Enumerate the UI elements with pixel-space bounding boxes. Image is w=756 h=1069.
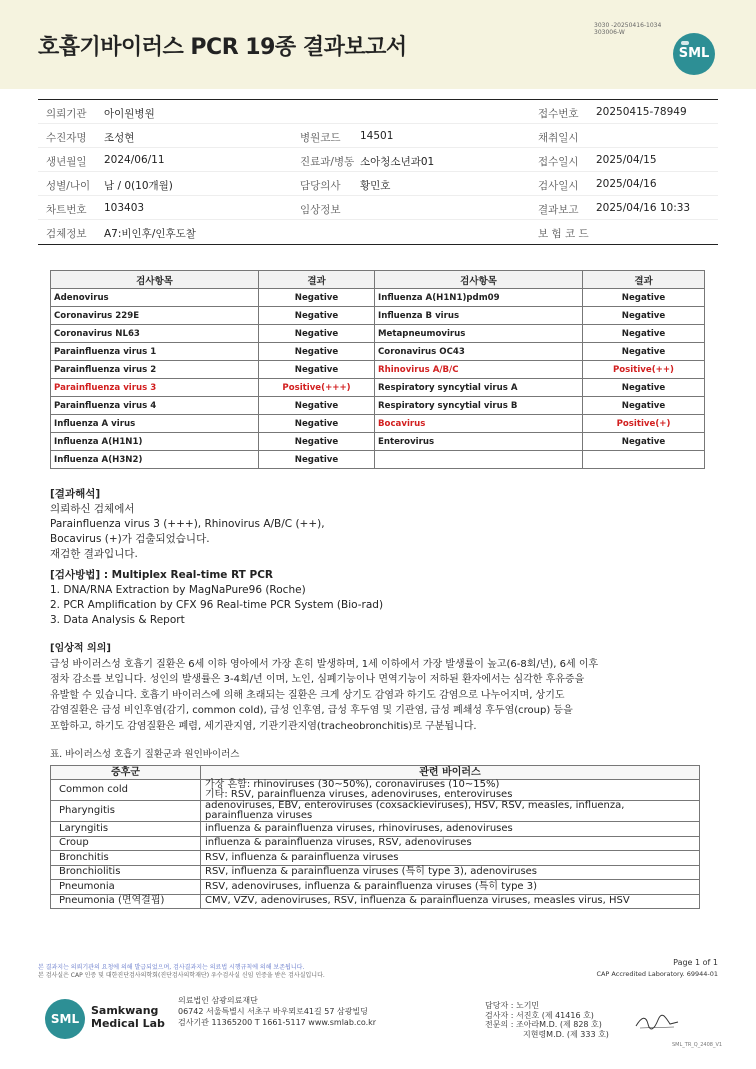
clinical-line: 점차 감소를 보입니다. 성인의 발생률은 3-4회/년 이며, 노인, 심폐기능이나 면역기능이 저하된 환자에서는 심각한 후유증을 bbox=[50, 674, 585, 686]
clinical-line: 유발할 수 있습니다. 호흡기 바이러스에 의해 초래되는 질환은 크게 상기도 감염과 하기도 감염으로 나누어지며, 상기도 bbox=[50, 689, 565, 701]
footer-note-2: 본 검사실은 CAP 인증 및 대한진단검사의학회(진단검사의학재단) 우수검사실 신임 인증을 받은 검사실입니다. bbox=[38, 972, 325, 979]
syndrome-row bbox=[51, 880, 700, 895]
hospital-code-value: 14501 bbox=[360, 130, 394, 142]
specimen-label: 검체정보 bbox=[46, 228, 87, 240]
virus-line: 가장 흔함: rhinoviruses (30~50%), coronaviruses (10~15%) bbox=[205, 779, 500, 790]
virus-line: adenoviruses, EBV, enteroviruses (coxsackieviruses), HSV, RSV, measles, influenza, bbox=[205, 800, 625, 811]
syndrome-row bbox=[51, 780, 700, 801]
birth-date-value: 2024/06/11 bbox=[104, 154, 165, 166]
info-row-4 bbox=[38, 172, 718, 196]
sml-logo-icon bbox=[673, 33, 715, 75]
form-code: SML_TR_Q_2408_V1 bbox=[672, 1042, 723, 1048]
test-result: Negative bbox=[583, 307, 705, 325]
syndrome-name: Croup bbox=[51, 836, 201, 851]
patient-name-value: 조성현 bbox=[104, 132, 135, 144]
test-result: Negative bbox=[259, 361, 375, 379]
test-result: Negative bbox=[259, 289, 375, 307]
test-item: Respiratory syncytial virus B bbox=[375, 397, 583, 415]
bottom-logo-text: SML bbox=[50, 1012, 80, 1026]
test-item: Adenovirus bbox=[51, 289, 259, 307]
patient-name-label: 수진자명 bbox=[46, 132, 87, 144]
birth-date-label: 생년월일 bbox=[46, 156, 87, 168]
staff-specialist-1: 전문의 : 조아라M.D. (제 828 호) bbox=[485, 1020, 602, 1029]
results-body bbox=[51, 289, 705, 469]
hospital-code-label: 병원코드 bbox=[300, 132, 341, 144]
signature-icon bbox=[634, 1014, 680, 1032]
info-row-1 bbox=[38, 100, 718, 124]
test-item: Influenza A(H1N1)pdm09 bbox=[375, 289, 583, 307]
syndrome-body bbox=[51, 780, 700, 909]
syndrome-name: Common cold bbox=[51, 780, 201, 801]
test-item: Parainfluenza virus 3 bbox=[51, 379, 259, 397]
company-name bbox=[91, 1004, 165, 1030]
test-item: Bocavirus bbox=[375, 415, 583, 433]
sex-age-value: 남 / 0(10개월) bbox=[104, 180, 173, 192]
test-result: Negative bbox=[583, 433, 705, 451]
related-viruses bbox=[201, 822, 700, 837]
chart-no-value: 103403 bbox=[104, 202, 145, 214]
test-item: Coronavirus OC43 bbox=[375, 343, 583, 361]
header-result-left: 결과 bbox=[259, 271, 375, 289]
sml-bottom-logo-icon bbox=[45, 999, 85, 1039]
collection-date-label: 채취일시 bbox=[538, 132, 579, 144]
header-item-left: 검사항목 bbox=[51, 271, 259, 289]
doctor-label: 담당의사 bbox=[300, 180, 341, 192]
test-result: Negative bbox=[259, 343, 375, 361]
receipt-date-label: 접수일시 bbox=[538, 156, 579, 168]
test-result: Negative bbox=[583, 379, 705, 397]
test-result: Negative bbox=[259, 397, 375, 415]
chart-no-label: 차트번호 bbox=[46, 204, 87, 216]
related-viruses bbox=[201, 851, 700, 866]
virus-line: RSV, influenza & parainfluenza viruses (특히 type 3), adenoviruses bbox=[205, 866, 538, 878]
results-table bbox=[50, 270, 705, 469]
virus-line: influenza & parainfluenza viruses, rhinoviruses, adenoviruses bbox=[205, 822, 513, 834]
test-date-value: 2025/04/16 bbox=[596, 178, 657, 190]
doctor-value: 황민호 bbox=[360, 180, 391, 192]
department-value: 소아청소년과01 bbox=[360, 156, 435, 168]
info-row-3 bbox=[38, 148, 718, 172]
interpretation-section bbox=[50, 487, 325, 562]
test-result: Positive(++) bbox=[583, 361, 705, 379]
syndrome-name: Bronchiolitis bbox=[51, 865, 201, 880]
sml-logo-text: SML bbox=[678, 46, 710, 61]
document-code bbox=[594, 22, 661, 36]
test-result bbox=[583, 451, 705, 469]
syndrome-row bbox=[51, 865, 700, 880]
test-result: Negative bbox=[259, 325, 375, 343]
method-section bbox=[50, 568, 383, 628]
patient-info bbox=[38, 99, 718, 245]
results-header-row bbox=[51, 271, 705, 289]
test-result: Negative bbox=[259, 307, 375, 325]
test-item: Influenza B virus bbox=[375, 307, 583, 325]
syndrome-name: Pneumonia (면역결핍) bbox=[51, 894, 201, 909]
specimen-value: A7:비인후/인후도찰 bbox=[104, 228, 196, 240]
test-item: Coronavirus NL63 bbox=[51, 325, 259, 343]
page-number: Page 1 of 1 bbox=[673, 958, 718, 967]
test-item: Enterovirus bbox=[375, 433, 583, 451]
footer-note-1: 본 결과지는 의뢰기관의 요청에 의해 발급되었으며, 검사결과지는 의료법 시행규칙에 의해 보존됩니다. bbox=[38, 964, 305, 971]
clinical-line: 포함하고, 하기도 감염질환은 폐렴, 세기관지염, 기관기관지염(tracheobronchitis)로 구분됩니다. bbox=[50, 720, 477, 732]
virus-header: 관련 바이러스 bbox=[201, 766, 700, 780]
test-result: Negative bbox=[259, 451, 375, 469]
test-item bbox=[375, 451, 583, 469]
test-item: Parainfluenza virus 1 bbox=[51, 343, 259, 361]
result-row bbox=[51, 325, 705, 343]
test-item: Parainfluenza virus 4 bbox=[51, 397, 259, 415]
receipt-no-label: 접수번호 bbox=[538, 108, 579, 120]
test-item: Rhinovirus A/B/C bbox=[375, 361, 583, 379]
interpretation-line: 의뢰하신 검체에서 bbox=[50, 503, 135, 515]
header-result-right: 결과 bbox=[583, 271, 705, 289]
report-header bbox=[0, 0, 756, 89]
syndrome-header: 증후군 bbox=[51, 766, 201, 780]
test-item: Influenza A(H1N1) bbox=[51, 433, 259, 451]
syndrome-row bbox=[51, 894, 700, 909]
test-result: Negative bbox=[583, 325, 705, 343]
syndrome-row bbox=[51, 836, 700, 851]
info-row-6 bbox=[38, 220, 718, 244]
test-item: Parainfluenza virus 2 bbox=[51, 361, 259, 379]
logo-highlight bbox=[681, 41, 689, 45]
test-result: Negative bbox=[259, 433, 375, 451]
related-viruses bbox=[201, 865, 700, 880]
result-row bbox=[51, 451, 705, 469]
related-viruses bbox=[201, 836, 700, 851]
clinical-title: [임상적 의의] bbox=[50, 643, 111, 654]
info-row-5 bbox=[38, 196, 718, 220]
clinical-info-label: 임상정보 bbox=[300, 204, 341, 216]
staff-manager: 담당자 : 노기민 bbox=[485, 1001, 540, 1010]
related-viruses bbox=[201, 894, 700, 909]
info-row-2 bbox=[38, 124, 718, 148]
test-result: Negative bbox=[583, 289, 705, 307]
syndrome-table bbox=[50, 765, 700, 909]
institution-value: 아이원병원 bbox=[104, 108, 155, 120]
test-result: Negative bbox=[259, 415, 375, 433]
virus-line: parainfluenza viruses bbox=[205, 810, 313, 821]
result-row bbox=[51, 379, 705, 397]
test-result: Negative bbox=[583, 397, 705, 415]
cap-accreditation: CAP Accredited Laboratory. 69944-01 bbox=[596, 970, 718, 978]
test-item: Metapneumovirus bbox=[375, 325, 583, 343]
test-date-label: 검사일시 bbox=[538, 180, 579, 192]
virus-line: 기타: RSV, parainfluenza viruses, adenoviruses, enteroviruses bbox=[205, 789, 513, 800]
method-line: 3. Data Analysis & Report bbox=[50, 614, 185, 626]
syndrome-name: Bronchitis bbox=[51, 851, 201, 866]
result-row bbox=[51, 343, 705, 361]
sex-age-label: 성별/나이 bbox=[46, 180, 91, 192]
interpretation-line: Parainfluenza virus 3 (+++), Rhinovirus A/B/C (++), bbox=[50, 518, 325, 530]
clinical-section bbox=[50, 641, 598, 735]
related-viruses bbox=[201, 880, 700, 895]
corp-address: 06742 서울특별시 서초구 바우뫼로41길 57 삼광빌딩 bbox=[178, 1007, 368, 1016]
institution-label: 의뢰기관 bbox=[46, 108, 87, 120]
related-viruses bbox=[201, 801, 700, 822]
staff-info bbox=[485, 1001, 609, 1039]
virus-line: influenza & parainfluenza viruses, RSV, adenoviruses bbox=[205, 837, 472, 849]
result-row bbox=[51, 397, 705, 415]
corp-org-no: 검사기관 11365200 T 1661-5117 www.smlab.co.kr bbox=[178, 1018, 377, 1027]
test-item: Influenza A(H3N2) bbox=[51, 451, 259, 469]
interpretation-title: [결과해석] bbox=[50, 488, 101, 500]
syndrome-header-row bbox=[51, 766, 700, 780]
test-result: Positive(+++) bbox=[259, 379, 375, 397]
corp-name: 의료법인 삼광의료재단 bbox=[178, 996, 258, 1005]
staff-specialist-2: 지현령M.D. (제 333 호) bbox=[523, 1029, 609, 1039]
syndrome-name: Pneumonia bbox=[51, 880, 201, 895]
report-title: 호흡기바이러스 PCR 19종 결과보고서 bbox=[38, 35, 407, 60]
test-result: Positive(+) bbox=[583, 415, 705, 433]
syndrome-row bbox=[51, 822, 700, 837]
result-row bbox=[51, 289, 705, 307]
result-row bbox=[51, 361, 705, 379]
result-row bbox=[51, 415, 705, 433]
syndrome-caption: 표. 바이러스성 호흡기 질환군과 원인바이러스 bbox=[50, 749, 240, 760]
document-code-line-1: 3030 -20250416-1034 bbox=[594, 22, 662, 29]
virus-line: CMV, VZV, adenoviruses, RSV, influenza & parainfluenza viruses, measles virus, HSV bbox=[205, 895, 630, 907]
method-title: [검사방법] : Multiplex Real-time RT PCR bbox=[50, 569, 273, 581]
syndrome-row bbox=[51, 801, 700, 822]
corporation-info bbox=[178, 995, 376, 1028]
clinical-line: 감염질환은 급성 비인후염(감기, common cold), 급성 인후염, 급성 후두염 및 기관염, 급성 폐쇄성 후두염(croup) 등을 bbox=[50, 705, 573, 717]
company-line-2: Medical Lab bbox=[91, 1017, 165, 1030]
interpretation-line: Bocavirus (+)가 검출되었습니다. bbox=[50, 533, 210, 545]
result-row bbox=[51, 433, 705, 451]
company-line-1: Samkwang bbox=[91, 1004, 159, 1017]
report-date-label: 결과보고 bbox=[538, 204, 579, 216]
staff-tester: 검사자 : 서진호 (제 41416 호) bbox=[485, 1010, 594, 1020]
method-line: 2. PCR Amplification by CFX 96 Real-time PCR System (Bio-rad) bbox=[50, 599, 384, 611]
insurance-code-label: 보 험 코 드 bbox=[538, 228, 589, 240]
header-item-right: 검사항목 bbox=[375, 271, 583, 289]
related-viruses bbox=[201, 780, 700, 801]
syndrome-row bbox=[51, 851, 700, 866]
interpretation-line: 재검한 결과입니다. bbox=[50, 548, 138, 560]
test-item: Influenza A virus bbox=[51, 415, 259, 433]
virus-line: RSV, adenoviruses, influenza & parainfluenza viruses (특히 type 3) bbox=[205, 880, 538, 892]
receipt-no-value: 20250415-78949 bbox=[596, 106, 687, 118]
test-item: Respiratory syncytial virus A bbox=[375, 379, 583, 397]
virus-line: RSV, influenza & parainfluenza viruses bbox=[205, 851, 399, 863]
report-date-value: 2025/04/16 10:33 bbox=[596, 202, 691, 214]
method-line: 1. DNA/RNA Extraction by MagNaPure96 (Roche) bbox=[50, 584, 306, 596]
document-code-line-2: 303006-W bbox=[594, 29, 625, 36]
syndrome-name: Pharyngitis bbox=[51, 801, 201, 822]
clinical-line: 급성 바이러스성 호흡기 질환은 6세 이하 영아에서 가장 흔히 발생하며, 1세 이하에서 가장 발생률이 높고(6-8회/년), 6세 이후 bbox=[50, 658, 599, 670]
result-row bbox=[51, 307, 705, 325]
receipt-date-value: 2025/04/15 bbox=[596, 154, 657, 166]
department-label: 진료과/병동 bbox=[300, 156, 355, 168]
test-result: Negative bbox=[583, 343, 705, 361]
syndrome-name: Laryngitis bbox=[51, 822, 201, 837]
test-item: Coronavirus 229E bbox=[51, 307, 259, 325]
